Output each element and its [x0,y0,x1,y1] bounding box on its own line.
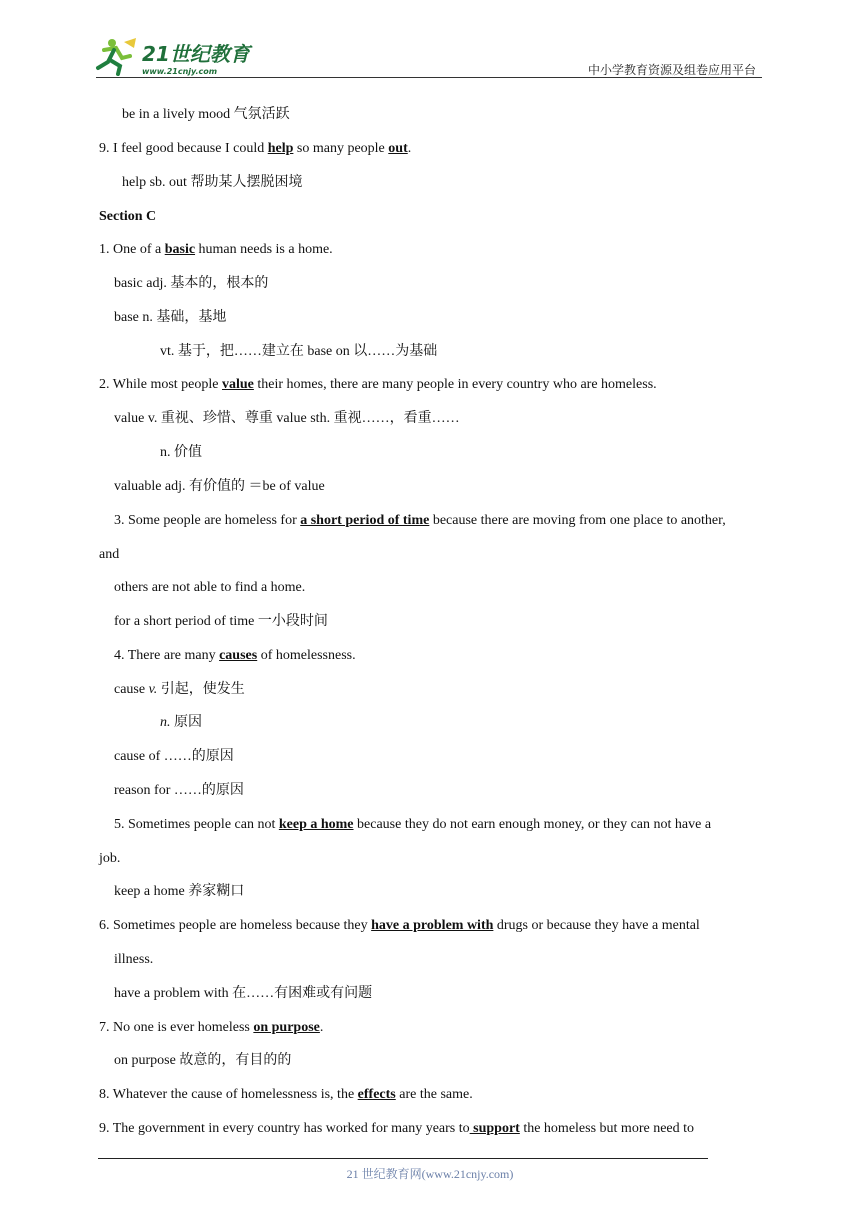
text-run: illness. [114,952,154,967]
text-run: and [99,547,120,562]
text-run: 2. While most people [99,377,222,392]
text-run: 1. One of a [99,242,165,257]
text-line [114,275,268,293]
footer-divider [98,1158,708,1159]
text-run: basic adj. 基本的，根本的 [114,276,269,291]
text-line [99,917,700,935]
text-line [114,816,711,834]
text-run: their homes, there are many people in every country who are homeless. [253,377,657,392]
text-run: n. [160,715,171,730]
text-line [114,985,372,1003]
text-line [114,681,245,699]
text-line [114,1052,291,1070]
footer-text: 21 世纪教育网(www.21cnjy.com) [346,1167,514,1181]
underlined-keyword: out [388,141,408,156]
text-run: cause [114,682,149,697]
text-run: have a problem with 在……有困难或有问题 [114,986,373,1001]
text-line [114,613,328,631]
text-run: 5. Sometimes people can not [114,817,279,832]
text-run: 原因 [170,715,202,730]
text-line [99,1086,473,1104]
text-run: job. [99,851,121,866]
section-heading: Section C [99,209,157,224]
text-run: cause of ……的原因 [114,749,234,764]
text-line [114,410,460,428]
underlined-keyword: help [267,141,294,156]
underlined-keyword: causes [219,648,258,663]
text-run: because they do not earn enough money, or they can not have a [353,817,712,832]
text-run: 8. Whatever the cause of homelessness is, the [99,1087,358,1102]
text-line [114,782,244,800]
text-line [114,579,305,597]
header-platform-title: 中小学教育资源及组卷应用平台 [587,63,756,77]
text-line [122,106,290,124]
underlined-keyword: basic [164,242,196,257]
text-line [122,174,302,192]
text-line [99,241,333,259]
text-run: on purpose 故意的，有目的的 [114,1053,292,1068]
text-line [99,1019,323,1037]
logo-text: 21世纪教育 [142,42,250,66]
text-run: 6. Sometimes people are homeless because they [99,918,372,933]
text-run: . [407,141,412,156]
text-run: reason for ……的原因 [114,783,244,798]
text-run: vt. 基于，把……建立在 base on 以……为基础 [160,344,438,359]
text-line [114,512,726,530]
text-line [114,951,153,969]
text-run: base n. 基础，基地 [114,310,227,325]
text-line [114,478,325,496]
text-run: 3. Some people are homeless for [114,513,301,528]
text-line [99,208,156,226]
underlined-keyword: a short period of time [300,513,430,528]
text-line [160,444,202,462]
text-run: the homeless but more need to [519,1121,695,1136]
logo [94,34,264,78]
text-run: . [319,1020,324,1035]
text-line [160,714,202,732]
text-run: because there are moving from one place to another, [429,513,726,528]
text-line [99,376,657,394]
logo-url: www.21cnjy.com [142,67,218,76]
text-line [114,883,244,901]
text-run: keep a home 养家糊口 [114,884,245,899]
underlined-keyword: keep a home [278,817,354,832]
text-line [160,343,437,361]
underlined-keyword: value [222,377,254,392]
text-run: v. [148,682,158,697]
header-divider [96,77,762,78]
underlined-keyword: have a problem with [371,918,494,933]
text-run: 引起，使发生 [157,682,245,697]
text-run: 9. The government in every country has worked for many years to [99,1121,470,1136]
text-run: for a short period of time 一小段时间 [114,614,328,629]
text-run: n. 价值 [160,445,202,460]
text-line [99,140,411,158]
text-line [99,1120,694,1138]
text-line [99,546,119,564]
text-run: valuable adj. 有价值的 ＝be of value [114,479,325,494]
underlined-keyword: effects [357,1087,396,1102]
underlined-keyword: support [469,1121,520,1136]
text-line [99,850,120,868]
text-line [114,647,356,665]
text-run: 4. There are many [114,648,220,663]
text-run: others are not able to find a home. [114,580,306,595]
underlined-keyword: on purpose [253,1020,320,1035]
text-run: so many people [293,141,389,156]
text-line [114,748,234,766]
text-run: of homelessness. [257,648,356,663]
text-run: help sb. out 帮助某人摆脱困境 [122,175,303,190]
text-run: drugs or because they have a mental [493,918,700,933]
text-run: be in a lively mood 气氛活跃 [122,107,290,122]
text-run: are the same. [395,1087,473,1102]
text-run: value v. 重视、珍惜、尊重 value sth. 重视……，看重…… [114,411,460,426]
text-line [114,309,226,327]
text-run: 7. No one is ever homeless [99,1020,254,1035]
text-run: human needs is a home. [195,242,333,257]
text-run: 9. I feel good because I could [99,141,268,156]
page-header [0,0,860,80]
